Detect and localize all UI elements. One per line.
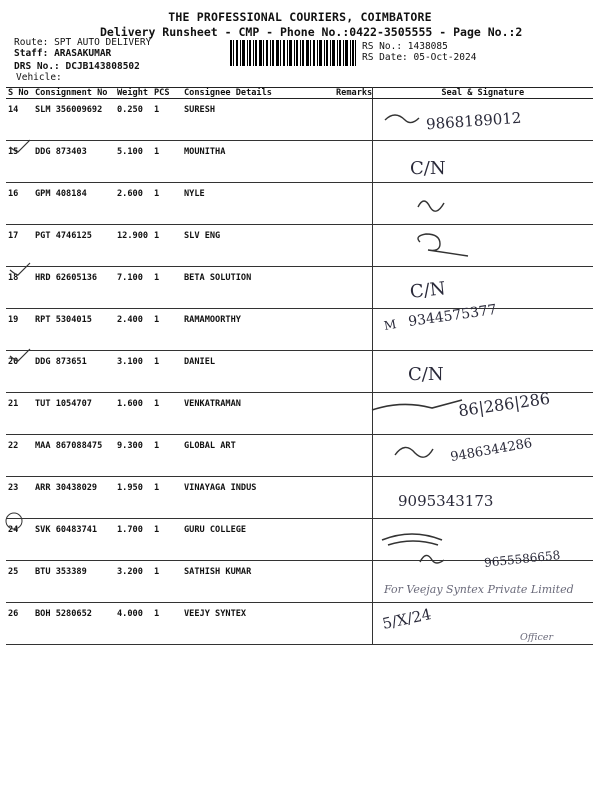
weight-cell: 12.900 — [115, 225, 152, 267]
weight-cell: 1.600 — [115, 393, 152, 435]
pcs-cell: 1 — [152, 519, 182, 561]
consignee-cell: GURU COLLEGE — [182, 519, 334, 561]
pcs-cell: 1 — [152, 351, 182, 393]
pcs-cell: 1 — [152, 267, 182, 309]
table-row — [6, 141, 593, 183]
sno-cell: 22 — [6, 435, 33, 477]
signature-14-number: 9868189012 — [425, 108, 522, 134]
weight-cell: 2.400 — [115, 309, 152, 351]
signature-cell — [372, 561, 593, 603]
consignment-cell: BTU 353389 — [33, 561, 115, 603]
pcs-cell: 1 — [152, 183, 182, 225]
pcs-cell: 1 — [152, 99, 182, 141]
rs-no-label: RS No.: — [362, 41, 403, 52]
signature-21-number: 86|286|286 — [457, 388, 552, 421]
consignment-cell: RPT 5304015 — [33, 309, 115, 351]
consignee-cell: SATHISH KUMAR — [182, 561, 334, 603]
consignment-cell: BOH 5280652 — [33, 603, 115, 645]
pcs-cell: 1 — [152, 141, 182, 183]
route-line — [14, 37, 151, 48]
table-row — [6, 603, 593, 645]
remarks-cell — [334, 393, 372, 435]
signature-cell — [372, 141, 593, 183]
company-title: THE PROFESSIONAL COURIERS, COIMBATORE — [168, 10, 432, 24]
col-pcs: PCS — [152, 88, 182, 99]
remarks-cell — [334, 477, 372, 519]
pcs-cell: 1 — [152, 477, 182, 519]
remarks-cell — [334, 435, 372, 477]
signature-cell — [372, 225, 593, 267]
consignment-cell: SVK 60483741 — [33, 519, 115, 561]
rs-date-line — [362, 52, 476, 63]
sno-cell: 20 — [6, 351, 33, 393]
consignment-cell: MAA 867088475 — [33, 435, 115, 477]
sno-cell: 26 — [6, 603, 33, 645]
barcode — [230, 40, 356, 66]
remarks-cell — [334, 225, 372, 267]
sno-cell: 17 — [6, 225, 33, 267]
pcs-cell: 1 — [152, 393, 182, 435]
rs-date-label: RS Date: — [362, 52, 408, 63]
officer-stamp: Officer — [520, 632, 554, 643]
consignment-cell: PGT 4746125 — [33, 225, 115, 267]
sno-cell: 21 — [6, 393, 33, 435]
pcs-cell: 1 — [152, 603, 182, 645]
table-row — [6, 183, 593, 225]
signature-19-name: M — [382, 317, 398, 333]
table-row — [6, 309, 593, 351]
sno-cell: 19 — [6, 309, 33, 351]
consignee-cell: RAMAMOORTHY — [182, 309, 334, 351]
remarks-cell — [334, 351, 372, 393]
consignment-cell: ARR 30438029 — [33, 477, 115, 519]
signature-cell — [372, 267, 593, 309]
col-weight: Weight — [115, 88, 152, 99]
signature-20-note: C/N — [408, 364, 444, 385]
rs-no-line — [362, 41, 448, 52]
remarks-cell — [334, 603, 372, 645]
consignee-cell: NYLE — [182, 183, 334, 225]
consignee-cell: VENKATRAMAN — [182, 393, 334, 435]
consignment-cell: DDG 873403 — [33, 141, 115, 183]
consignment-cell: DDG 873651 — [33, 351, 115, 393]
signature-cell — [372, 183, 593, 225]
remarks-cell — [334, 309, 372, 351]
pcs-cell: 1 — [152, 309, 182, 351]
weight-cell: 1.950 — [115, 477, 152, 519]
signature-22-number: 9486344286 — [449, 435, 534, 466]
company-stamp: For Veejay Syntex Private Limited — [384, 583, 574, 596]
signature-23-number: 9095343173 — [398, 492, 494, 510]
signature-19-number: 9344575377 — [407, 301, 498, 331]
rs-no-value: 1438085 — [407, 41, 448, 52]
consignee-cell: GLOBAL ART — [182, 435, 334, 477]
pcs-cell: 1 — [152, 561, 182, 603]
sno-cell: 18 — [6, 267, 33, 309]
sno-cell: 23 — [6, 477, 33, 519]
consignee-cell: DANIEL — [182, 351, 334, 393]
sno-cell: 15 — [6, 141, 33, 183]
consignee-cell: SLV ENG — [182, 225, 334, 267]
weight-cell: 2.600 — [115, 183, 152, 225]
staff-label: Staff: — [14, 48, 49, 59]
staff-line — [14, 48, 111, 59]
rs-date-value: 05-Oct-2024 — [413, 52, 477, 63]
pcs-cell: 1 — [152, 225, 182, 267]
drs-label: DRS No.: — [14, 61, 60, 72]
col-remarks: Remarks — [336, 88, 373, 98]
weight-cell: 7.100 — [115, 267, 152, 309]
col-signature: Seal & Signature — [372, 88, 593, 99]
table-row — [6, 267, 593, 309]
consignee-cell: BETA SOLUTION — [182, 267, 334, 309]
weight-cell: 4.000 — [115, 603, 152, 645]
consignee-cell: MOUNITHA — [182, 141, 334, 183]
signature-25-number: 9655586658 — [483, 548, 561, 570]
consignment-cell: TUT 1054707 — [33, 393, 115, 435]
consignee-cell: SURESH — [182, 99, 334, 141]
signature-18-note: C/N — [408, 278, 447, 303]
remarks-cell — [334, 561, 372, 603]
route-label: Route: — [14, 37, 49, 48]
signature-26-date: 5/X/24 — [380, 605, 433, 633]
weight-cell: 5.100 — [115, 141, 152, 183]
pcs-cell: 1 — [152, 435, 182, 477]
weight-cell: 1.700 — [115, 519, 152, 561]
consignment-cell: HRD 62605136 — [33, 267, 115, 309]
consignment-cell: GPM 408184 — [33, 183, 115, 225]
col-consignment: Consignment No — [33, 88, 115, 99]
weight-cell: 3.100 — [115, 351, 152, 393]
drs-line — [14, 61, 140, 72]
weight-cell: 3.200 — [115, 561, 152, 603]
consignment-cell: SLM 356009692 — [33, 99, 115, 141]
drs-value: DCJB143808502 — [65, 61, 140, 72]
staff-value: ARASAKUMAR — [54, 48, 112, 59]
table-row — [6, 477, 593, 519]
signature-15-note: C/N — [410, 158, 446, 179]
sno-cell: 24 — [6, 519, 33, 561]
route-value: SPT AUTO DELIVERY — [54, 37, 152, 48]
remarks-cell — [334, 267, 372, 309]
sno-cell: 16 — [6, 183, 33, 225]
remarks-cell — [334, 99, 372, 141]
sno-cell: 25 — [6, 561, 33, 603]
runsheet-subtitle: Delivery Runsheet - CMP - Phone No.:0422-3505555 - Page No.:2 — [100, 25, 523, 39]
consignee-cell: VEEJY SYNTEX — [182, 603, 334, 645]
table-header — [6, 88, 593, 99]
table-row — [6, 225, 593, 267]
vehicle-label: Vehicle: — [16, 72, 62, 83]
consignee-cell: VINAYAGA INDUS — [182, 477, 334, 519]
sno-cell: 14 — [6, 99, 33, 141]
signature-cell — [372, 351, 593, 393]
remarks-cell — [334, 183, 372, 225]
col-sno: S No — [6, 88, 33, 99]
remarks-cell — [334, 141, 372, 183]
remarks-cell — [334, 519, 372, 561]
table-row — [6, 351, 593, 393]
weight-cell: 0.250 — [115, 99, 152, 141]
weight-cell: 9.300 — [115, 435, 152, 477]
col-consignee: Consignee Details — [182, 88, 334, 99]
